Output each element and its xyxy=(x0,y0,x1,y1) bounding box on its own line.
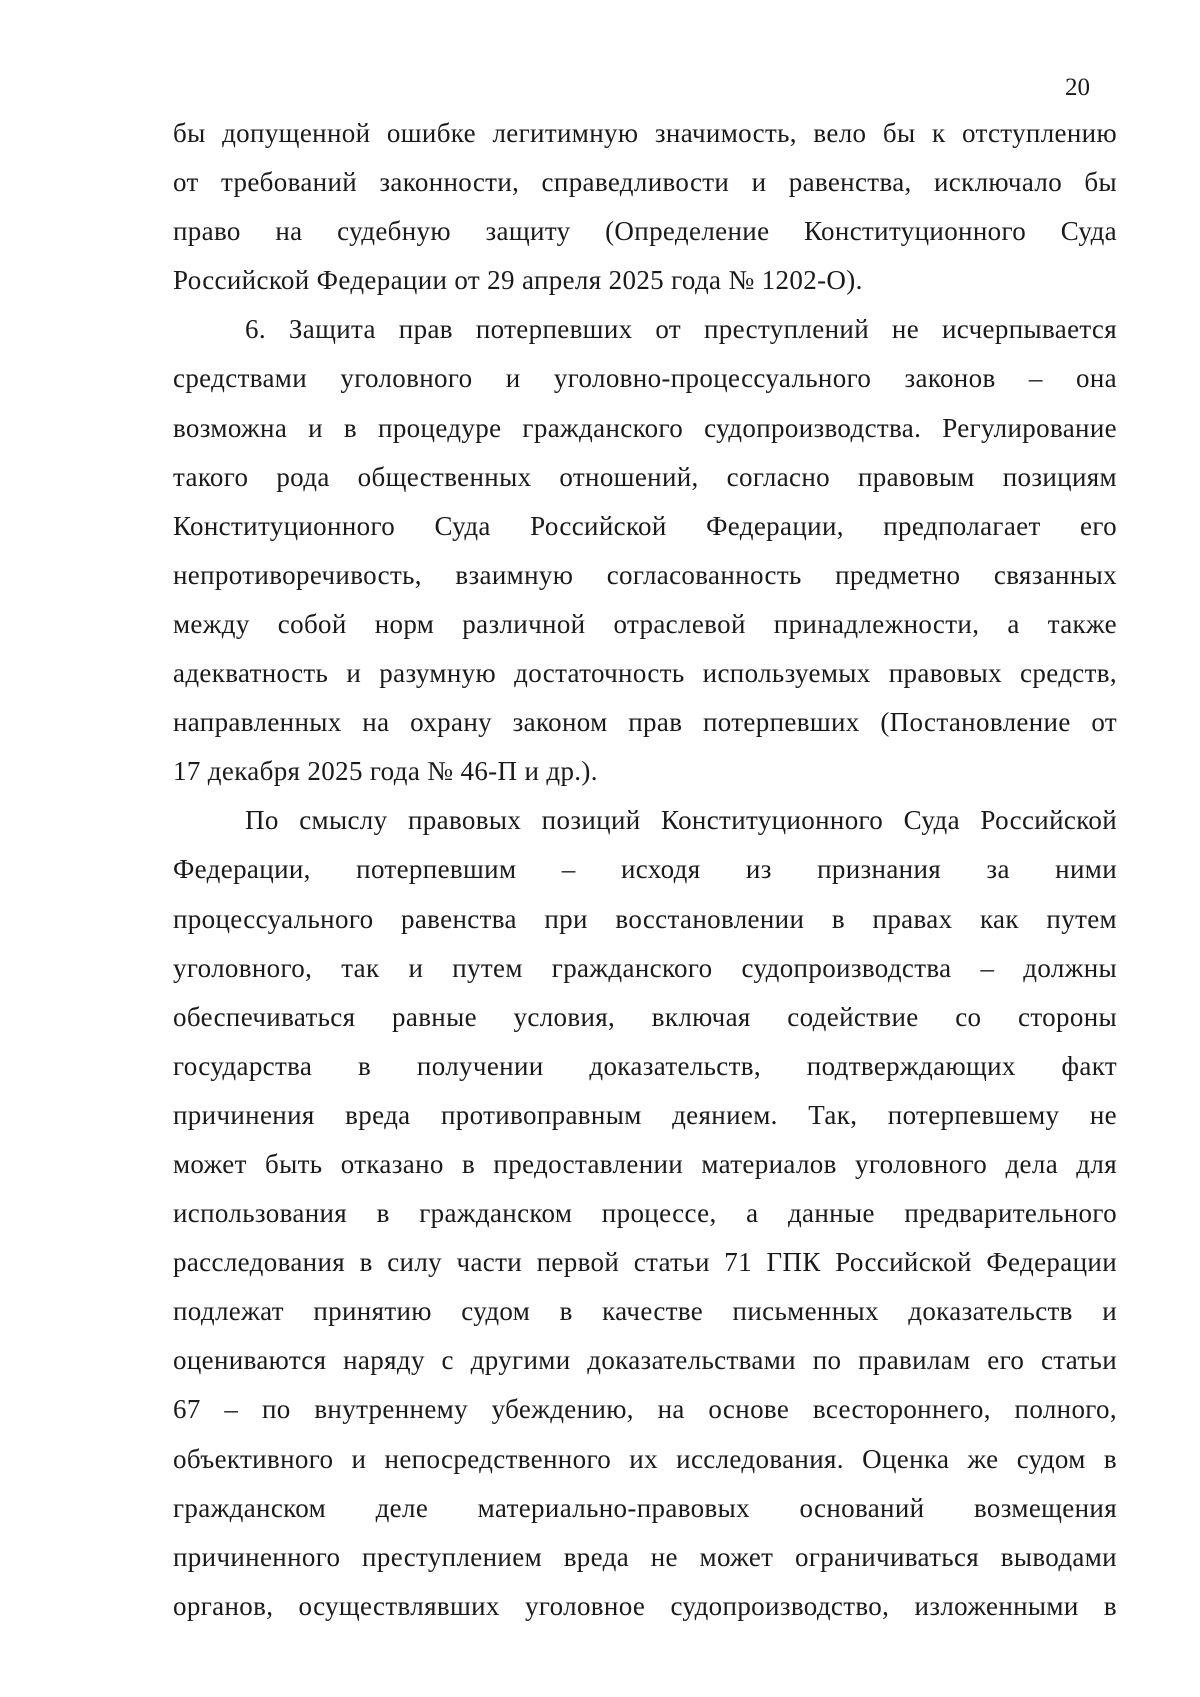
text-line: 6. Защита прав потерпевших от преступлений не исчерпывается xyxy=(245,314,1117,345)
text-line: По смыслу правовых позиций Конституционного Суда Российской xyxy=(245,805,1117,836)
paragraph-continuation xyxy=(173,109,1117,305)
text-line: возможна и в процедуре гражданского судопроизводства. Регулирование xyxy=(173,412,1117,443)
text-line: причиненного преступлением вреда не может ограничиваться выводами xyxy=(173,1541,1117,1572)
text-line: право на судебную защиту (Определение Конституционного Суда xyxy=(173,216,1117,247)
text-line: адекватность и разумную достаточность используемых правовых средств, xyxy=(173,658,1117,689)
text-line: подлежат принятию судом в качестве письменных доказательств и xyxy=(173,1296,1117,1327)
text-line: причинения вреда противоправным деянием. Так, потерпевшему не xyxy=(173,1099,1117,1130)
paragraph-6 xyxy=(173,305,1117,796)
text-line: объективного и непосредственного их исследования. Оценка же судом в xyxy=(173,1443,1117,1474)
text-line: процессуального равенства при восстановлении в правах как путем xyxy=(173,903,1117,934)
text-line: Федерации, потерпевшим – исходя из признания за ними xyxy=(173,854,1117,885)
text-line: оцениваются наряду с другими доказательствами по правилам его статьи xyxy=(173,1345,1117,1376)
text-line: между собой норм различной отраслевой принадлежности, а также xyxy=(173,608,1117,639)
document-body xyxy=(173,109,1117,1631)
text-line: такого рода общественных отношений, согласно правовым позициям xyxy=(173,461,1117,492)
text-line: от требований законности, справедливости и равенства, исключало бы xyxy=(173,167,1117,198)
text-line: направленных на охрану законом прав потерпевших (Постановление от xyxy=(173,707,1117,738)
text-line: бы допущенной ошибке легитимную значимость, вело бы к отступлению xyxy=(173,118,1117,148)
text-line: 17 декабря 2025 года № 46-П и др.). xyxy=(173,756,598,787)
text-line: гражданском деле материально-правовых оснований возмещения xyxy=(173,1492,1117,1523)
text-line: 67 – по внутреннему убеждению, на основе всестороннего, полного, xyxy=(173,1394,1117,1425)
text-line: расследования в силу части первой статьи 71 ГПК Российской Федерации xyxy=(173,1247,1117,1278)
text-line: непротиворечивость, взаимную согласованность предметно связанных xyxy=(173,559,1117,590)
text-line: органов, осуществлявших уголовное судопроизводство, изложенными в xyxy=(173,1590,1117,1621)
text-line: средствами уголовного и уголовно-процессуального законов – она xyxy=(173,363,1117,394)
text-line: обеспечиваться равные условия, включая содействие со стороны xyxy=(173,1001,1117,1032)
page-number: 20 xyxy=(1065,74,1090,101)
text-line: может быть отказано в предоставлении материалов уголовного дела для xyxy=(173,1148,1117,1179)
text-line: уголовного, так и путем гражданского судопроизводства – должны xyxy=(173,952,1117,983)
text-line: государства в получении доказательств, подтверждающих факт xyxy=(173,1050,1117,1081)
text-line: Российской Федерации от 29 апреля 2025 года № 1202-О). xyxy=(173,265,863,296)
text-line: использования в гражданском процессе, а данные предварительного xyxy=(173,1198,1117,1229)
paragraph-legal-positions xyxy=(173,796,1117,1631)
text-line: Конституционного Суда Российской Федерации, предполагает его xyxy=(173,510,1117,541)
